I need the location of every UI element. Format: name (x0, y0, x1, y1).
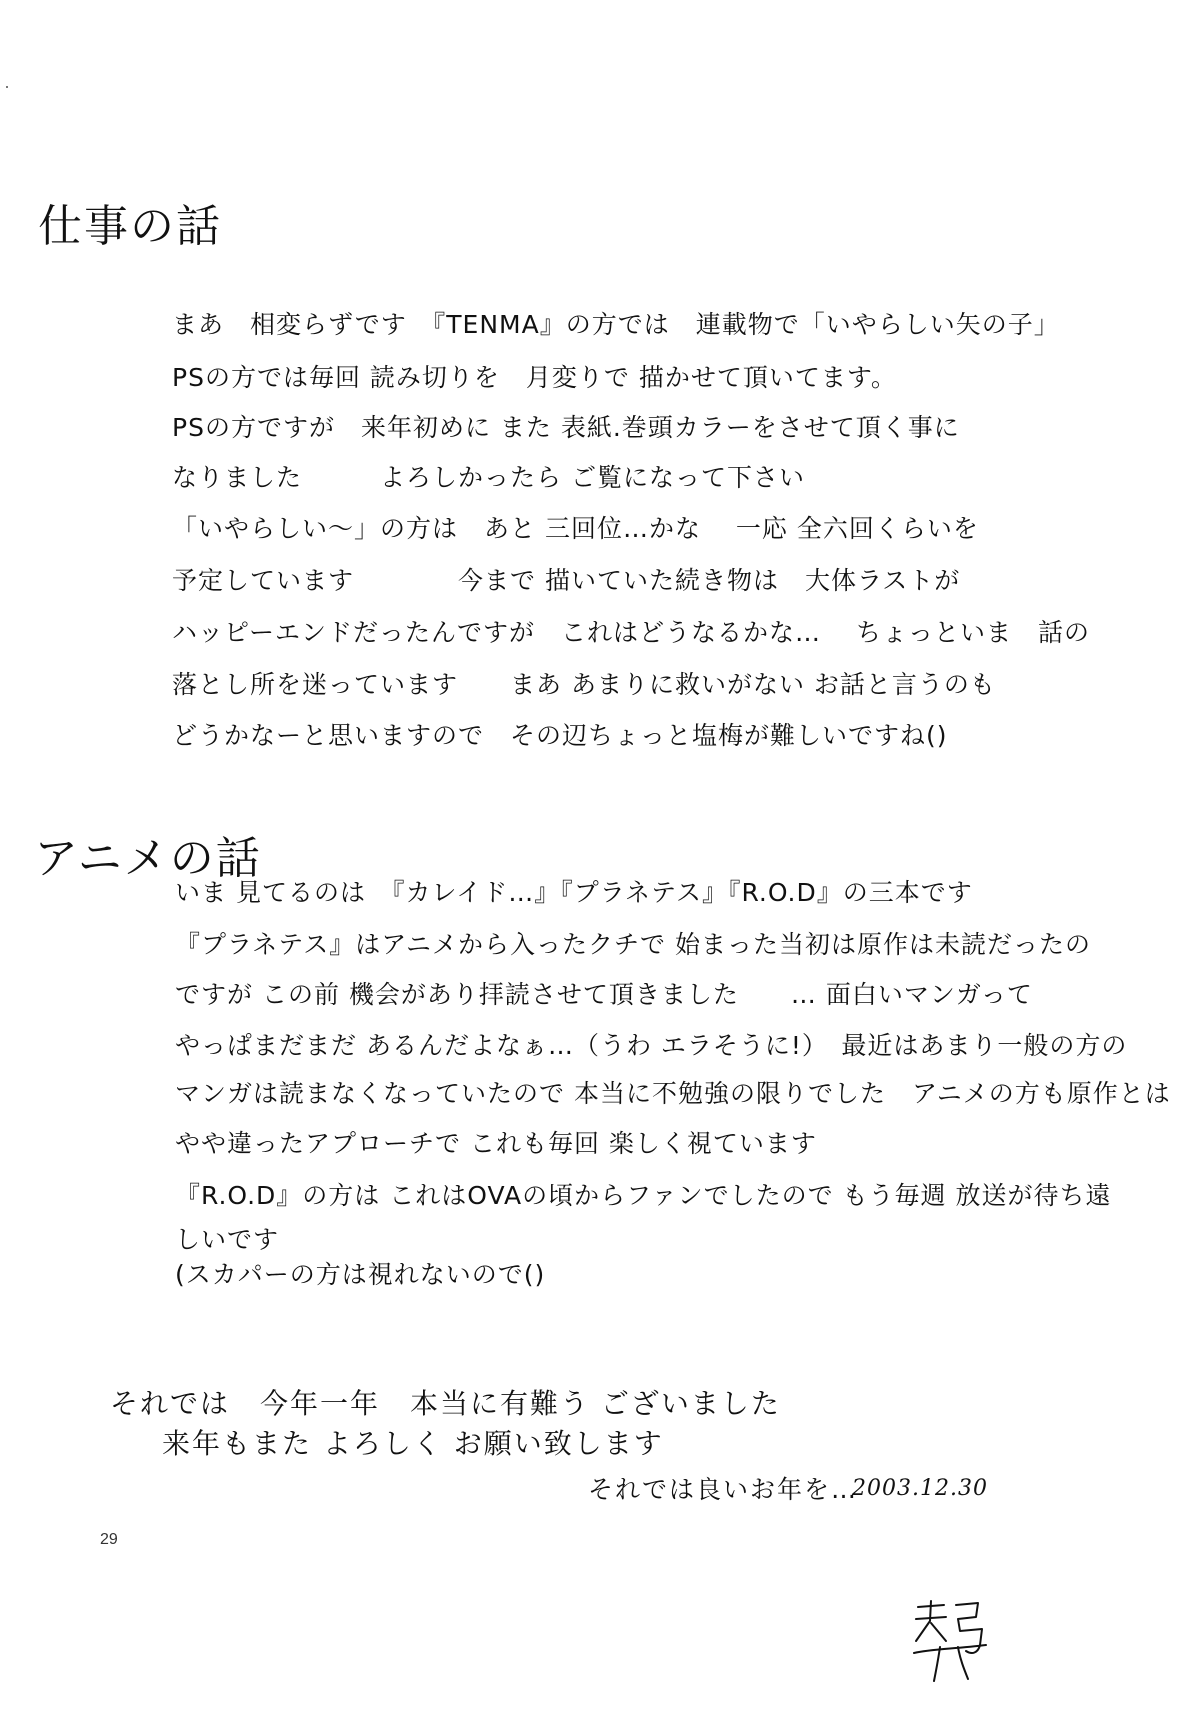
work-line-9: どうかなーと思いますので その辺ちょっと塩梅が難しいですね() (172, 721, 948, 750)
closing-line-1: それでは 今年一年 本当に有難う ございました (110, 1387, 781, 1420)
anime-line-4: やっぱまだまだ あるんだよなぁ…（うわ エラそうに!） 最近はあまり一般の方の (175, 1031, 1128, 1060)
work-line-1: まあ 相変らずです 『TENMA』の方では 連載物で「いやらしい矢の子」 (172, 310, 1060, 339)
paper-speck (6, 86, 8, 88)
anime-line-2: 『プラネテス』はアニメから入ったクチで 始まった当初は原作は未読だったの (175, 930, 1091, 959)
work-line-4: なりました よろしかったら ご覧になって下さい (172, 463, 805, 492)
anime-line-5: マンガは読まなくなっていたので 本当に不勉強の限りでした アニメの方も原作とは (175, 1079, 1171, 1108)
section-heading-work: 仕事の話 (38, 201, 222, 252)
anime-line-3: ですが この前 機会があり拝読させて頂きました … 面白いマンガって (175, 980, 1033, 1009)
work-line-2: PSの方では毎回 読み切りを 月変りで 描かせて頂いてます。 (172, 363, 897, 392)
page-number: 29 (100, 1531, 118, 1548)
work-line-7: ハッピーエンドだったんですが これはどうなるかな… ちょっといま 話の (172, 618, 1090, 647)
section-heading-anime: アニメの話 (34, 833, 262, 884)
work-line-6: 予定しています 今まで 描いていた続き物は 大体ラストが (172, 566, 961, 595)
closing-date: 2003.12.30 (852, 1476, 988, 1501)
anime-line-1: いま 見てるのは 『カレイド…』『プラネテス』『R.O.D』の三本です (175, 878, 973, 907)
anime-line-9: (スカパーの方は視れないので() (175, 1260, 546, 1289)
closing-line-3: それでは良いお年を… (588, 1475, 859, 1504)
handwritten-signature (910, 1595, 1000, 1685)
work-line-5: 「いやらしい〜」の方は あと 三回位…かな 一応 全六回くらいを (172, 514, 979, 543)
anime-line-7: 『R.O.D』の方は これはOVAの頃からファンでしたので もう毎週 放送が待ち遠 (175, 1181, 1112, 1210)
work-line-3: PSの方ですが 来年初めに また 表紙.巻頭カラーをさせて頂く事に (172, 413, 960, 442)
anime-line-8: しいです (175, 1225, 280, 1254)
work-line-8: 落とし所を迷っています まあ あまりに救いがない お話と言うのも (172, 670, 996, 699)
closing-line-2: 来年もまた よろしく お願い致します (162, 1427, 664, 1460)
anime-line-6: やや違ったアプローチで これも毎回 楽しく視ています (175, 1129, 817, 1158)
